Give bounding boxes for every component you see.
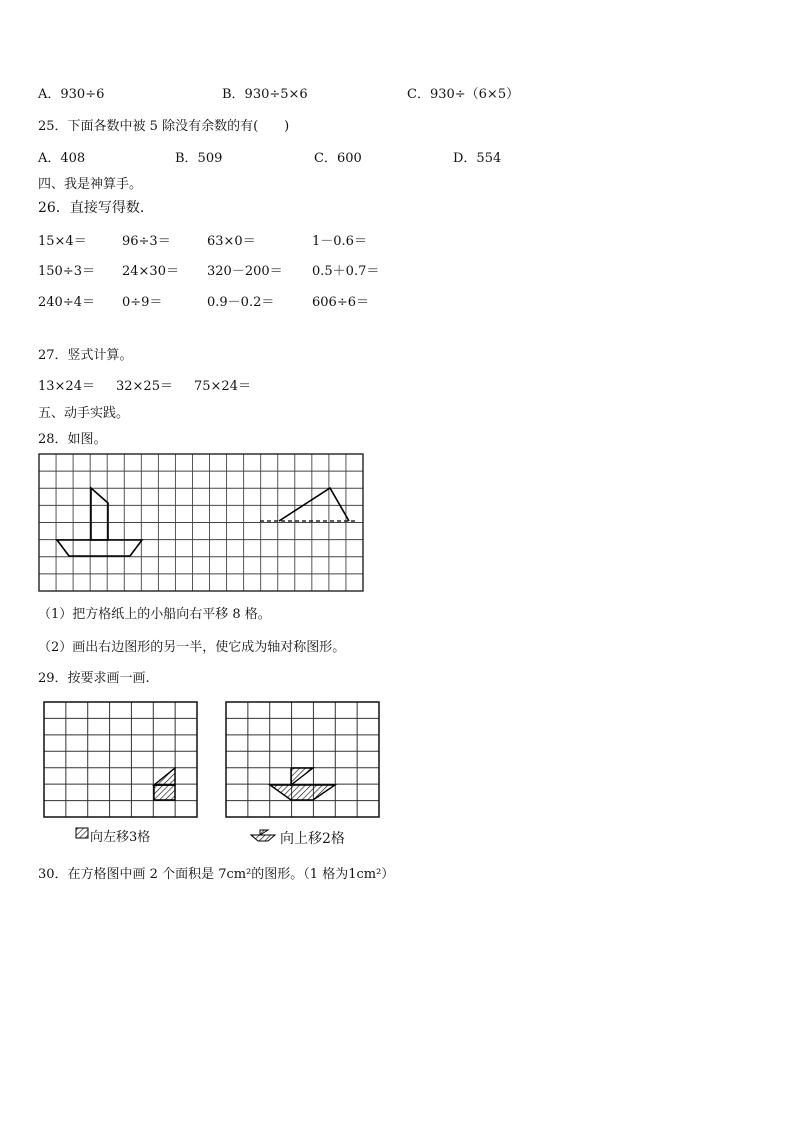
q26-item: 96÷3＝ [122,234,171,249]
q28-grid-lines [39,454,363,591]
q27-item: 32×25＝ [116,379,173,394]
boat-hull-shape [57,540,142,556]
flag-shape-left [154,768,175,785]
q24-option-c: C．930÷（6×5） [407,87,520,102]
section-4-heading: 四、我是神算手。 [38,177,143,192]
q26-item: 1－0.6＝ [312,234,367,249]
q26-item: 15×4＝ [38,234,87,249]
half-triangle-shape [279,488,349,521]
q28-sub-1: （1）把方格纸上的小船向右平移 8 格。 [38,607,271,622]
q29-caption-right: 向上移2格 [280,831,345,847]
q29-left-grid [43,701,199,819]
q25-option-a: A．408 [38,151,86,166]
flag-shape-left-lower [154,785,175,800]
q26-item: 0.9－0.2＝ [207,295,275,310]
q25-option-b: B．509 [175,151,223,166]
q28-title: 28．如图。 [38,432,107,447]
q26-item: 320－200＝ [207,264,283,279]
q27-title: 27．竖式计算。 [38,348,133,363]
q25-option-d: D．554 [453,151,502,166]
q29-caption-left: 向左移3格 [90,830,151,845]
boat-shape-right-hull [270,785,335,800]
boat-icon [248,829,278,843]
q29-title: 29．按要求画一画. [38,671,150,686]
section-5-heading: 五、动手实践。 [38,406,130,421]
q29-right-grid [225,701,381,819]
q30-text: 30．在方格图中画 2 个面积是 7cm²的图形。（1 格为1cm²） [38,867,395,882]
q25-option-c: C．600 [314,151,362,166]
flag-icon [74,826,90,840]
q26-item: 63×0＝ [207,234,256,249]
q27-item: 13×24＝ [38,379,95,394]
q26-item: 24×30＝ [122,264,179,279]
q25-stem: 25．下面各数中被 5 除没有余数的有( ) [38,119,290,134]
q24-option-a: A．930÷6 [38,87,105,102]
q26-item: 0÷9＝ [122,295,163,310]
q26-item: 606÷6＝ [312,295,369,310]
q28-sub-2: （2）画出右边图形的另一半，使它成为轴对称图形。 [38,640,346,655]
boat-sail-shape [91,488,108,540]
q26-item: 0.5＋0.7＝ [312,264,380,279]
q28-grid-figure [38,453,366,593]
boat-shape-right-sail [291,768,313,785]
q26-item: 240÷4＝ [38,295,95,310]
q24-option-b: B．930÷5×6 [222,87,308,102]
q26-item: 150÷3＝ [38,264,95,279]
q27-item: 75×24＝ [194,379,251,394]
q26-title: 26．直接写得数. [38,200,145,216]
